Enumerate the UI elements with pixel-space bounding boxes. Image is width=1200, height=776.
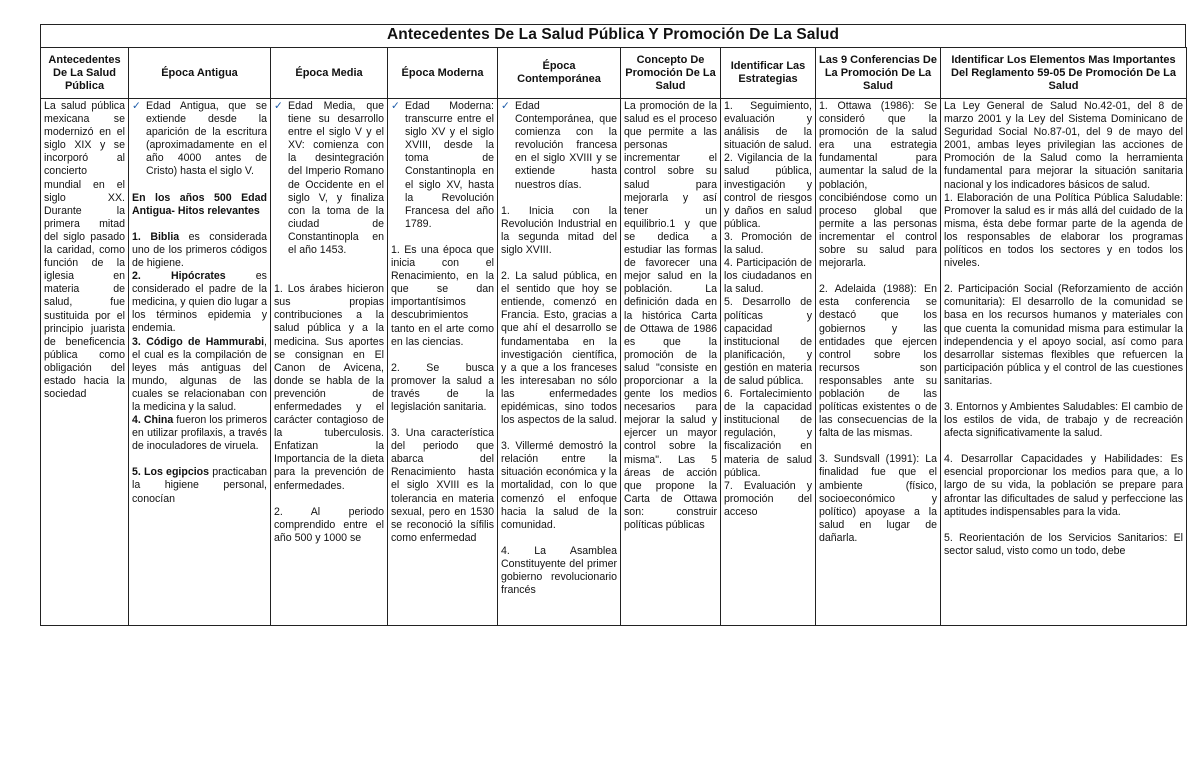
content-row <box>41 99 1187 626</box>
moderna-paragraph: 1. Es una época que inicia con el Renacimiento, en la que se dan importantísimos descubrimientos tanto en el arte como en las ciencias. <box>391 243 494 348</box>
hito-item: 5. Los egipcios practicaban la higiene personal, conocían <box>132 466 267 505</box>
checkmark-icon: ✓ <box>274 100 283 112</box>
conferencia-paragraph: 3. Sundsvall (1991): La finalidad fue que el ambiente (físico, socioeconómico y político) apoyase a la salud en lugar de dañarla. <box>819 453 937 544</box>
contemporanea-paragraph: 1. Inicia con la Revolución Industrial en la segunda mitad del siglo XVIII. <box>501 204 617 256</box>
hito-item: 2. Hipócrates es considerado el padre de la medicina, y quien dio lugar a los términos epidemia y endemia. <box>132 270 267 335</box>
cell-conferencias <box>816 99 941 626</box>
contemporanea-paragraph: 2. La salud pública, en el sentido que hoy se entiende, comenzó en Francia. Esto, gracias a que ahí el desarrollo se fundamentaba en la investigación científica, y a que a los franceses les interesaban no sólo las enfermedades epidémicas, sino todos los aspectos de la salud. <box>501 270 618 427</box>
header-epoca-antigua: Época Antigua <box>129 48 271 99</box>
contemporanea-paragraph: 3. Villermé demostró la relación entre la situación económica y la mortalidad, con lo que comenzó el enfoque hacia la salud de la comunidad. <box>501 440 617 531</box>
contemporanea-paragraph: 4. La Asamblea Constituyente del primer gobierno revolucionario francés <box>501 544 617 597</box>
header-epoca-media: Época Media <box>271 48 388 99</box>
header-conferencias: Las 9 Conferencias De La Promoción De La Salud <box>816 48 941 99</box>
media-paragraph: 1. Los árabes hicieron sus propias contribuciones a la salud pública y a la medicina. Sus aportes se consignan en El Canon de Avicena, donde se habla de la prevención de enfermedades y el carácter contagioso de la tuberculosis. Enfatizan la Importancia de la dieta para la prevención de enfermedades. <box>274 283 384 492</box>
edad-contemporanea-text: Edad Contemporánea, que comienza con la revolución francesa en el siglo XVIII y se extiende hasta nuestros días. <box>515 100 617 191</box>
edad-antigua-text: Edad Antigua, que se extiende desde la aparición de la escritura (aproximadamente en el año 4000 antes de Cristo) hasta el siglo V. <box>146 100 267 178</box>
estrategia-item: 3. Promoción de la salud. <box>724 230 812 257</box>
estrategia-item: 7. Evaluación y promoción del acceso <box>724 479 812 518</box>
estrategia-item: 4. Participación de los ciudadanos en la salud. <box>724 257 812 296</box>
conferencia-paragraph: 1. Ottawa (1986): Se consideró que la promoción de la salud era una estrategia fundamental para aumentar la salud de la población, concibiéndose como un proceso global que permite a las personas incrementar el control sobre su salud para mejorarla. <box>819 100 937 270</box>
bullet-edad-media <box>274 100 384 257</box>
reglamento-paragraph: 4. Desarrollar Capacidades y Habilidades: Es esencial proporcionar los medios para que, a lo largo de su vida, la población se prepare para afrontar las dificultades de salud y perfeccione las aptitudes indispensables para la vida. <box>944 453 1183 518</box>
concepto-text: La promoción de la salud es el proceso que permite a las personas incrementar el control sobre su salud para mejorarla y así tener un equilibrio.1 y que se dedica a estudiar las formas de favorecer una mejor salud en la población. La definición dada en la histórica Carta de Ottawa de 1986 es que la promoción de la salud "consiste en proporcionar a la gente los medios necesarios para mejorar la salud y ejercer un mayor control sobre la misma". Las 5 áreas de acción que propone la Carta de Ottawa son: construir políticas públicas <box>624 100 717 531</box>
estrategia-item: 2. Vigilancia de la salud pública, investigación y control de riesgos y daños en salud pública. <box>724 152 812 230</box>
document-page <box>40 24 1186 626</box>
reglamento-paragraph: La Ley General de Salud No.42-01, del 8 de marzo 2001 y la Ley del Sistema Dominicano de Seguridad Social No.87-01, del 9 de mayo del 2001, ambas leyes privilegian las acciones de Promoción de la Salud como la herramienta fundamental para mejorar la situación sanitaria nacional y los indicadores básicos de salud. <box>944 100 1183 191</box>
checkmark-icon: ✓ <box>132 100 141 112</box>
checkmark-icon: ✓ <box>391 100 400 112</box>
hito-item: 1. Biblia es considerada uno de los primeros códigos de higiene. <box>132 230 267 269</box>
cell-epoca-moderna <box>388 99 498 626</box>
comparison-table <box>40 47 1187 626</box>
edad-moderna-text: Edad Moderna: transcurre entre el siglo XV y el siglo XVIII, desde la toma de Constantinopla en el siglo XV, hasta la Revolución Francesa del año 1789. <box>405 100 494 230</box>
moderna-paragraph: 3. Una característica del periodo que abarca del Renacimiento hasta el siglo XVIII es la tolerancia en materia sexual, pero en 1530 se reconoció la sífilis como enfermedad <box>391 427 494 544</box>
cell-epoca-media <box>271 99 388 626</box>
header-concepto-promocion: Concepto De Promoción De La Salud <box>621 48 721 99</box>
header-epoca-contemporanea: Época Contemporánea <box>498 48 621 99</box>
checkmark-icon: ✓ <box>501 100 510 112</box>
antecedentes-text: La salud pública mexicana se modernizó en el siglo XIX y se incorporó al concierto mundial en el siglo XX. Durante la primera mitad del siglo pasado la caridad, como función de la iglesia en materia de salud, fue sustituida por el principio juarista de beneficencia pública como obligación del estado hacia la sociedad <box>44 100 125 401</box>
header-antecedentes: Antecedentes De La Salud Pública <box>41 48 129 99</box>
bullet-edad-antigua <box>132 100 267 179</box>
moderna-paragraph: 2. Se busca promover la salud a través de la legislación sanitaria. <box>391 361 494 413</box>
reglamento-paragraph: 1. Elaboración de una Política Pública Saludable: Promover la salud es ir más allá del cuidado de la misma, ésta debe formar parte de la agenda de los responsables de elaborar los programas políticos en todos los sectores y en todos los niveles. <box>944 191 1183 270</box>
cell-reglamento <box>941 99 1187 626</box>
cell-concepto-promocion <box>621 99 721 626</box>
reglamento-paragraph: 3. Entornos y Ambientes Saludables: El cambio de los estilos de vida, de trabajo y de recreación afecta significativamente la salud. <box>944 400 1183 440</box>
header-reglamento: Identificar Los Elementos Mas Importantes Del Reglamento 59-05 De Promoción De La Salud <box>941 48 1187 99</box>
bullet-edad-moderna <box>391 100 494 231</box>
estrategia-item: 5. Desarrollo de políticas y capacidad institucional de planificación, y gestión en materia de salud pública. <box>724 296 812 387</box>
cell-epoca-antigua <box>129 99 271 626</box>
document-title: Antecedentes De La Salud Pública Y Promoción De La Salud <box>40 24 1186 45</box>
bullet-edad-contemporanea <box>501 100 617 192</box>
hito-item: 3. Código de Hammurabi, el cual es la compilación de leyes más antiguas del mundo, algunas de las cuales se relacionaban con la medicina y la salud. <box>132 335 267 413</box>
estrategia-item: 6. Fortalecimiento de la capacidad institucional de regulación, y fiscalización en materia de salud pública. <box>724 388 812 479</box>
header-estrategias: Identificar Las Estrategias <box>721 48 816 99</box>
cell-antecedentes <box>41 99 129 626</box>
reglamento-paragraph: 2. Participación Social (Reforzamiento de acción comunitaria): El desarrollo de la comunidad se basa en los recursos humanos y materiales con que cuenta la comunidad misma para estimular la independencia y el apoyo social, así como para desarrollar sistemas flexibles que refuercen la participación pública y el control de las cuestiones sanitarias. <box>944 283 1183 387</box>
media-paragraph: 2. Al periodo comprendido entre el año 500 y 1000 se <box>274 505 384 544</box>
hito-item: 4. China fueron los primeros en utilizar profilaxis, a través de inoculadores de viruela. <box>132 414 267 453</box>
edad-media-text: Edad Media, que tiene su desarrollo entre el siglo V y el XV: comienza con la desintegración del Imperio Romano de Occidente en el siglo V, y finaliza con la toma de la ciudad de Constantinopla en el año 1453. <box>288 100 384 257</box>
reglamento-paragraph: 5. Reorientación de los Servicios Sanitarios: El sector salud, visto como un todo, debe <box>944 531 1183 557</box>
cell-estrategias <box>721 99 816 626</box>
estrategia-item: 1. Seguimiento, evaluación y análisis de la situación de salud. <box>724 100 812 152</box>
conferencia-paragraph: 2. Adelaida (1988): En esta conferencia se destacó que los gobiernos y las entidades que ejercen control sobre los recursos son responsables ante su población de las políticas existentes o de las consecuencias de la falta de las mismas. <box>819 283 937 440</box>
cell-epoca-contemporanea <box>498 99 621 626</box>
header-row <box>41 48 1187 99</box>
header-epoca-moderna: Época Moderna <box>388 48 498 99</box>
hitos-heading: En los años 500 Edad Antigua- Hitos relevantes <box>132 191 267 217</box>
